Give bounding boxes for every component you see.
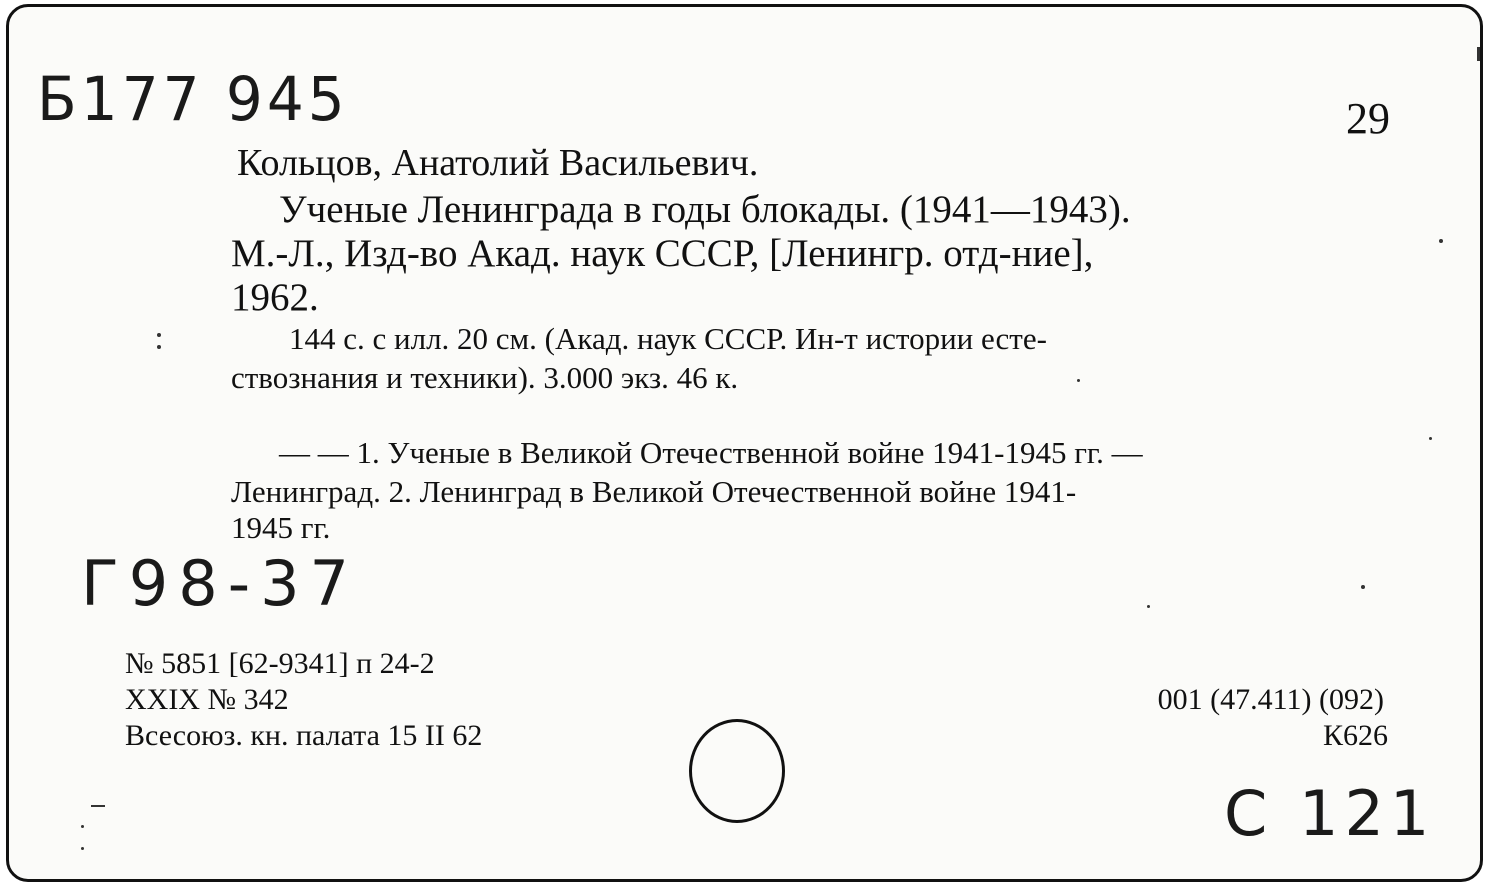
speck (1477, 47, 1480, 61)
subject-line-3: 1945 гг. (231, 510, 331, 545)
author-heading: Кольцов, Анатолий Васильевич. (237, 142, 759, 184)
title-line-2: М.-Л., Изд-во Акад. наук СССР, [Ленингр. отд-ние], (231, 232, 1094, 275)
handwritten-shelf-mark-bottom: С 121 (1224, 777, 1436, 850)
speck (157, 333, 161, 337)
title-line-3: 1962. (231, 276, 319, 319)
speck (91, 805, 105, 807)
speck (81, 847, 84, 850)
subject-line-2: Ленинград. 2. Ленинград в Великой Отечественной войне 1941- (231, 474, 1077, 509)
description-line-2: ствознания и техники). 3.000 экз. 46 к. (231, 360, 739, 395)
speck (1439, 239, 1443, 243)
speck (1429, 437, 1432, 440)
footer-left-line-3: Всесоюз. кн. палата 15 II 62 (125, 719, 483, 752)
punch-hole (689, 719, 785, 823)
page-number: 29 (1346, 94, 1390, 143)
speck (157, 345, 161, 349)
author-sign: К626 (1322, 719, 1388, 752)
classification-code: 001 (47.411) (092) (1157, 683, 1384, 716)
footer-left-line-2: XXIX № 342 (125, 683, 289, 716)
footer-left-line-1: № 5851 [62-9341] п 24-2 (125, 647, 435, 680)
catalog-card (6, 4, 1483, 882)
description-line-1: 144 с. с илл. 20 см. (Акад. наук СССР. Ин-т истории есте- (289, 321, 1047, 356)
speck (81, 825, 84, 828)
speck (1147, 605, 1150, 608)
speck (1361, 585, 1365, 589)
handwritten-shelf-mark-top: Б177 945 (37, 63, 349, 135)
title-line-1: Ученые Ленинграда в годы блокады. (1941—1943). (279, 188, 1131, 231)
speck (1077, 379, 1080, 382)
subject-line-1: — — 1. Ученые в Великой Отечественной войне 1941-1945 гг. — (279, 435, 1143, 470)
handwritten-shelf-mark-middle: Г98-37 (81, 547, 359, 620)
